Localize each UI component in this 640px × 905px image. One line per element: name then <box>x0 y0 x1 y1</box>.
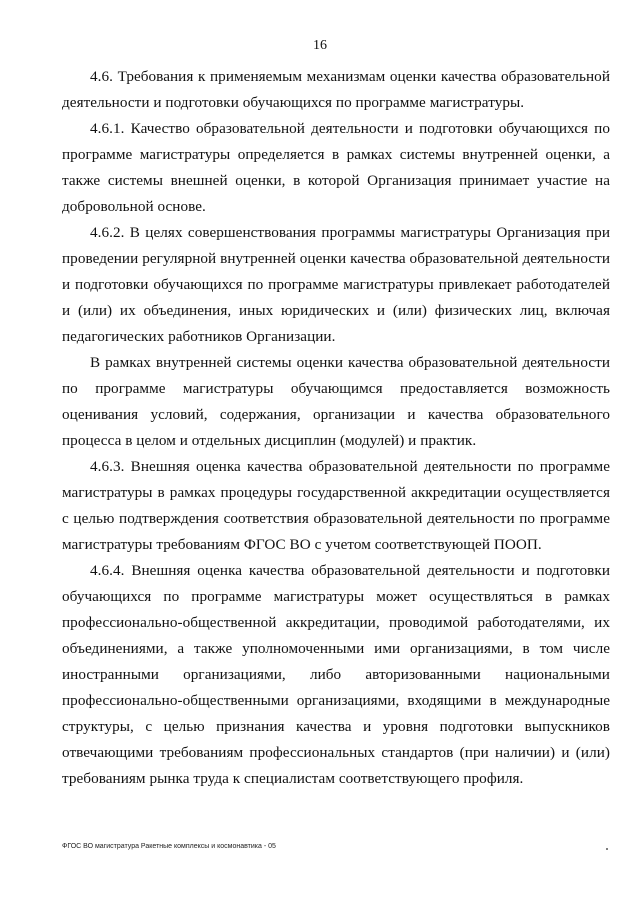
paragraph-4-6-2: 4.6.2. В целях совершенствования программы магистратуры Организация при проведении регулярной внутренней оценки качества образовательной деятельности и подготовки обучающихся по программе магистратуры привлекает работодателей и (или) их объединения, иных юридических и (или) физических лиц, включая педагогических работников Организации. <box>62 224 610 345</box>
page-number: 16 <box>313 38 327 53</box>
document-footer: ФГОС ВО магистратура Ракетные комплексы и космонавтика - 05 <box>62 843 276 850</box>
document-body <box>62 64 610 792</box>
paragraph-4-6-1: 4.6.1. Качество образовательной деятельности и подготовки обучающихся по программе магистратуры определяется в рамках системы внутренней оценки, а также системы внешней оценки, в которой Организация принимает участие на добровольной основе. <box>62 120 610 215</box>
paragraph-4-6: 4.6. Требования к применяемым механизмам оценки качества образовательной деятельности и подготовки обучающихся по программе магистратуры. <box>62 68 610 111</box>
paragraph-4-6-4: 4.6.4. Внешняя оценка качества образовательной деятельности и подготовки обучающихся по программе магистратуры может осуществляться в рамках профессионально-общественной аккредитации, проводимой работодателями, их объединениями, а также уполномоченными ими организациями, в том числе иностранными организациями, либо авторизованными национальными профессионально-общественными организациями, входящими в международные структуры, с целью признания качества и уровня подготовки выпускников отвечающими требованиям профессиональных стандартов (при наличии) и (или) требованиям рынка труда к специалистам соответствующего профиля. <box>62 562 610 787</box>
scan-speck <box>606 848 608 850</box>
paragraph-4-6-3: 4.6.3. Внешняя оценка качества образовательной деятельности по программе магистратуры в рамках процедуры государственной аккредитации осуществляется с целью подтверждения соответствия образовательной деятельности по программе магистратуры требованиям ФГОС ВО с учетом соответствующей ПООП. <box>62 458 610 553</box>
paragraph-internal-assessment: В рамках внутренней системы оценки качества образовательной деятельности по программе магистратуры обучающимся предоставляется возможность оценивания условий, содержания, организации и качества образовательного процесса в целом и отдельных дисциплин (модулей) и практик. <box>62 354 610 449</box>
